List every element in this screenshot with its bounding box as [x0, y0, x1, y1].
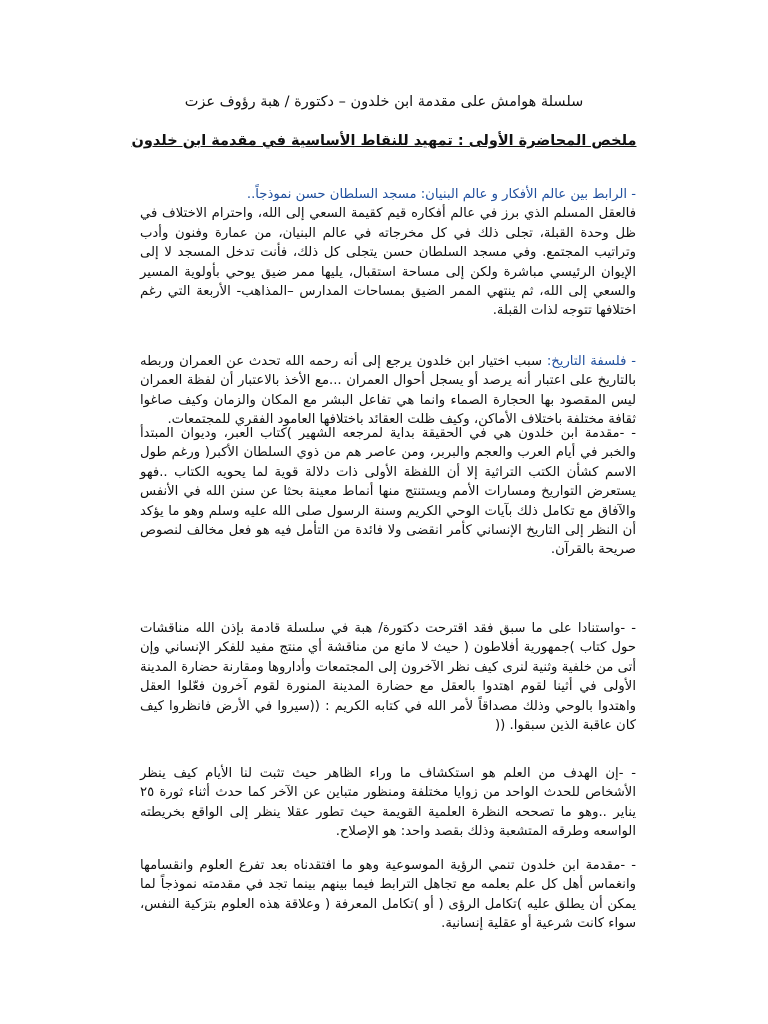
section-muqaddimah-intro	[140, 424, 636, 560]
section-republic-proposal	[140, 619, 636, 735]
section-body: سبب اختيار ابن خلدون يرجع إلى أنه رحمه الله تحدث عن العمران وربطه بالتاريخ على اعتبار أنه يرصد أو يسجل أحوال العمران ...مع الأخذ بالاعتبار أن لفظة العمران ليس المقصود بها الحجارة الصماء وانما هي تفاعل البشر مع المكان والزمان وكيف صاغوا ثقافة مختلفة باختلاف الأماكن، وكيف ظلت العقائد باختلافها العامود الفقري للمجتمعات.	[140, 354, 636, 428]
section-heading: - الرابط بين عالم الأفكار و عالم البنيان: مسجد السلطان حسن نموذجاً..	[246, 187, 636, 202]
section-body: - -مقدمة ابن خلدون تنمي الرؤية الموسوعية وهو ما افتقدناه بعد تفرع العلوم وانقسامها وانغماس أهل كل علم بعلمه مع تجاهل الترابط فيما بينهم بينما تجد في مقدمته نموذجاً لما يمكن أن يطلق عليه )تكامل الرؤى ( أو )تكامل المعرفة ( وعلاقة هذه العلوم بتزكية النفس، سواء كانت شرعية أو عقلية إنسانية.	[140, 858, 636, 932]
section-heading: - فلسفة التاريخ:	[546, 354, 636, 369]
lecture-title: ملخص المحاضرة الأولى : تمهيد للنقاط الأساسية في مقدمة ابن خلدون	[131, 133, 637, 149]
section-ideas-and-buildings	[140, 185, 636, 321]
section-body: - -واستنادا على ما سبق فقد اقترحت دكتورة/ هبة في سلسلة قادمة بإذن الله مناقشات حول كتاب )جمهورية أفلاطون ( حيث لا مانع من مناقشة أي منتج مفيد للفكر الإنساني وإن أتى من خلفية وثنية لنرى كيف نظر الآخرون إلى المجتمعات وأداروها ومقارنة حضارة المدينة الأولى في أثينا لقوم اهتدوا بالعقل مع حضارة المدينة المنورة لقوم آخرون فعّلوا العقل واهتدوا بالوحي وذلك مصداقاً لأمر الله في كتابه الكريم : ((سيروا في الأرض فانظروا كيف كان عاقبة الذين سبقوا. ((	[140, 621, 636, 734]
section-encyclopedic-vision	[140, 856, 636, 934]
series-title: سلسلة هوامش على مقدمة ابن خلدون – دكتورة / هبة رؤوف عزت	[184, 94, 584, 110]
section-philosophy-of-history	[140, 352, 636, 430]
section-purpose-of-science	[140, 764, 636, 842]
section-body: - -مقدمة ابن خلدون هي في الحقيقة بداية لمرجعه الشهير )كتاب العبر، وديوان المبتدأ والخبر في أيام العرب والعجم والبربر، ومن عاصر هم من ذوي السلطان الأكبر( ورغم طول الاسم كشأن الكتب التراثية إلا أن اللفظة الأولى ذات دلالة قوية لما يحويه الكتاب ..فهو يستعرض التواريخ ومسارات الأمم ويستنتج منها أنماط معينة بحثا عن سنن الله في الأنفس والآفاق مع تكامل ذلك بآيات الوحي الكريم وسنة الرسول صلى الله عليه وسلم وهو ما يؤكد أن النظر إلى التاريخ الإنساني كأمر انقضى ولا فائدة من التأمل فيه هو فعل مخالف لنصوص صريحة بالقرآن.	[140, 426, 636, 558]
section-body: فالعقل المسلم الذي برز في عالم أفكاره قيم كقيمة السعي إلى الله، واحترام الاختلاف في ظل وحدة القبلة، تجلى ذلك في كل مخرجاته في عالم البنيان، من عمارة وفنون وأدب وتراتيب المجتمع. وفي مسجد السلطان حسن يتجلى كل ذلك، فأنت تدخل المسجد لا إلى الإيوان الرئيسي مباشرة ولكن إلى مساحة استقبال، يليها ممر ضيق يوحي بأولوية المسير والسعي إلى الله، ثم ينتهي الممر الضيق بمساحات المدارس –المذاهب- الأربعة التي رغم اختلافها تتوجه لذات القبلة.	[140, 206, 636, 319]
section-body: - -إن الهدف من العلم هو استكشاف ما وراء الظاهر حيث تثبت لنا الأيام كيف ينظر الأشخاص للحدث الواحد من زوايا مختلفة ومنظور متباين عن الآخر كما حدث أثناء ثورة ٢٥ يناير ..وهو ما تصححه النظرة العلمية القويمة حيث تطور عقلا ينظر إلى الواقع بخريطته الواسعه وطرقه المتشعبة وذلك بقصد واحد: هو الإصلاح.	[140, 766, 636, 840]
